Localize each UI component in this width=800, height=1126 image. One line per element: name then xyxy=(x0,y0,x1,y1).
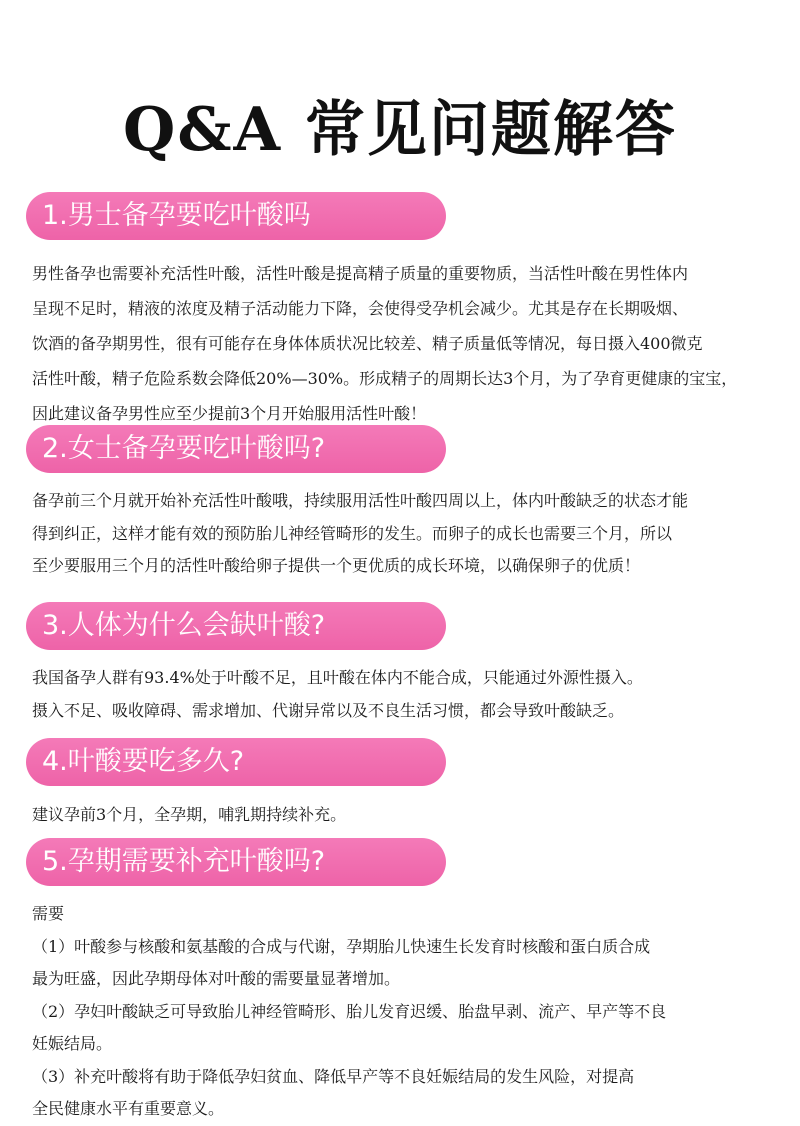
paragraph-line: 全民健康水平有重要意义。 xyxy=(32,1099,225,1118)
section-body-1 xyxy=(32,256,800,431)
paragraph-line: （2）孕妇叶酸缺乏可导致胎儿神经管畸形、胎儿发育迟缓、胎盘早剥、流产、早产等不良 xyxy=(32,1001,667,1021)
paragraph-line: 建议孕前3个月，全孕期，哺乳期持续补充。 xyxy=(32,805,347,824)
paragraph-line: 备孕前三个月就开始补充活性叶酸哦，持续服用活性叶酸四周以上，体内叶酸缺乏的状态才能 xyxy=(32,491,689,510)
paragraph-line: 需要 xyxy=(32,904,65,923)
paragraph-line: 得到纠正，这样才能有效的预防胎儿神经管畸形的发生。而卵子的成长也需要三个月，所以 xyxy=(32,523,673,543)
section-heading-4: 4.叶酸要吃多久? xyxy=(26,738,446,786)
paragraph-line: （3）补充叶酸将有助于降低孕妇贫血、降低早产等不良妊娠结局的发生风险，对提高 xyxy=(32,1066,635,1086)
paragraph-line: 活性叶酸，精子危险系数会降低20%—30%。形成精子的周期长达3个月，为了孕育更健康的宝宝， xyxy=(32,369,738,388)
paragraph-line: 至少要服用三个月的活性叶酸给卵子提供一个更优质的成长环境，以确保卵子的优质！ xyxy=(32,556,641,575)
paragraph-line: 因此建议备孕男性应至少提前3个月开始服用活性叶酸！ xyxy=(32,404,427,423)
section-body-5 xyxy=(32,898,800,1126)
section-heading-2: 2.女士备孕要吃叶酸吗? xyxy=(26,425,446,473)
paragraph-line: （1）叶酸参与核酸和氨基酸的合成与代谢，孕期胎儿快速生长发育时核酸和蛋白质合成 xyxy=(32,936,651,956)
section-body-3 xyxy=(32,662,800,727)
paragraph-line: 呈现不足时，精液的浓度及精子活动能力下降，会使得受孕机会减少。尤其是存在长期吸烟、 xyxy=(32,299,689,318)
paragraph-line: 饮酒的备孕期男性，很有可能存在身体体质状况比较差、精子质量低等情况，每日摄入400微克 xyxy=(32,334,703,353)
paragraph-line: 妊娠结局。 xyxy=(32,1034,113,1053)
section-heading-3: 3.人体为什么会缺叶酸? xyxy=(26,602,446,650)
section-heading-1: 1.男士备孕要吃叶酸吗 xyxy=(26,192,446,240)
paragraph-line: 男性备孕也需要补充活性叶酸，活性叶酸是提高精子质量的重要物质，当活性叶酸在男性体内 xyxy=(32,264,689,283)
section-body-4 xyxy=(32,799,800,832)
paragraph-line: 我国备孕人群有93.4%处于叶酸不足，且叶酸在体内不能合成，只能通过外源性摄入。 xyxy=(32,668,643,687)
paragraph-line: 最为旺盛，因此孕期母体对叶酸的需要量显著增加。 xyxy=(32,969,401,988)
section-heading-5: 5.孕期需要补充叶酸吗? xyxy=(26,838,446,886)
section-body-2 xyxy=(32,485,800,583)
page-title: Q&A 常见问题解答 xyxy=(123,95,677,165)
paragraph-line: 摄入不足、吸收障碍、需求增加、代谢异常以及不良生活习惯，都会导致叶酸缺乏。 xyxy=(32,700,625,720)
